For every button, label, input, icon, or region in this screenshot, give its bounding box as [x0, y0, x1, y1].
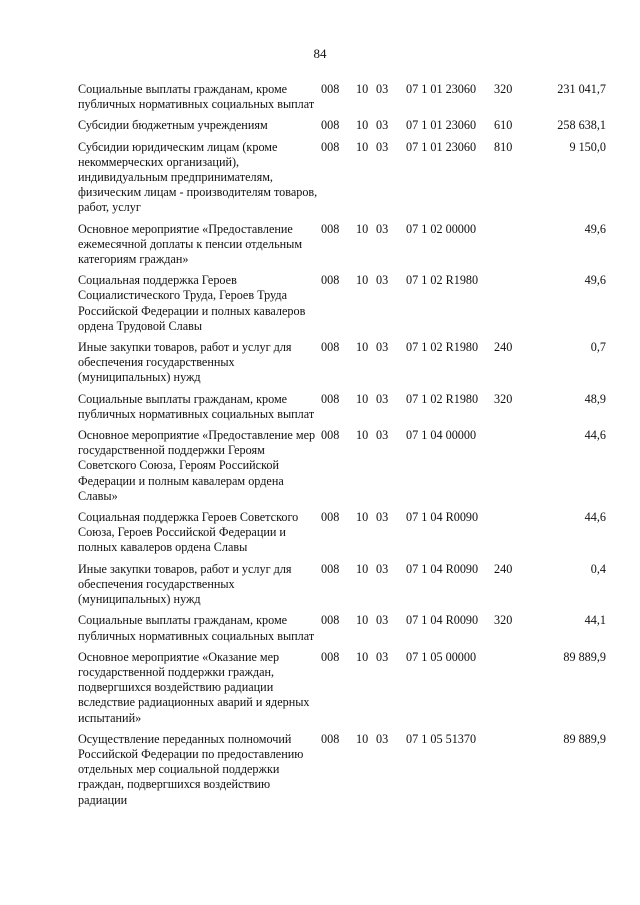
expense-type-cell: 240 — [494, 561, 513, 576]
table-row — [78, 428, 606, 510]
subsection-code-cell: 03 — [376, 221, 389, 236]
expense-type-cell — [494, 510, 539, 562]
expense-name-cell: Основное мероприятие «Оказание мер государственной поддержки граждан, подвергшихся воздействию радиации вследствие радиационных аварий и ядерных испытаний» — [78, 649, 310, 725]
budget-table — [78, 82, 606, 814]
target-article-cell: 07 1 04 R0090 — [406, 613, 479, 628]
section-code-cell: 10 — [356, 391, 369, 406]
grbs-code-cell: 008 — [321, 428, 340, 443]
amount-cell: 258 638,1 — [557, 118, 606, 133]
grbs-code-cell: 008 — [321, 273, 340, 288]
table-row — [78, 140, 606, 222]
budget-table-body — [78, 82, 606, 814]
subsection-code-cell: 03 — [376, 561, 389, 576]
subsection-code-cell: 03 — [376, 731, 389, 746]
section-code-cell: 10 — [356, 428, 369, 443]
table-row — [78, 732, 606, 814]
expense-name-cell: Социальные выплаты гражданам, кроме публичных нормативных социальных выплат — [78, 613, 315, 643]
expense-type-cell: 320 — [494, 613, 513, 628]
expense-name-cell: Социальные выплаты гражданам, кроме публичных нормативных социальных выплат — [78, 82, 315, 112]
amount-cell: 89 889,9 — [563, 649, 606, 664]
target-article-cell: 07 1 04 R0090 — [406, 561, 479, 576]
expense-type-cell: 610 — [494, 118, 513, 133]
table-row — [78, 613, 606, 649]
subsection-code-cell: 03 — [376, 613, 389, 628]
expense-name-cell: Субсидии бюджетным учреждениям — [78, 118, 268, 133]
expense-name-cell: Социальные выплаты гражданам, кроме публичных нормативных социальных выплат — [78, 391, 315, 421]
grbs-code-cell: 008 — [321, 649, 340, 664]
amount-cell: 44,6 — [584, 510, 606, 525]
expense-type-cell: 320 — [494, 391, 513, 406]
grbs-code-cell: 008 — [321, 613, 340, 628]
expense-type-cell: 810 — [494, 139, 513, 154]
expense-name-cell: Иные закупки товаров, работ и услуг для обеспечения государственных (муниципальных) нужд — [78, 561, 292, 607]
section-code-cell: 10 — [356, 273, 369, 288]
target-article-cell: 07 1 01 23060 — [406, 118, 477, 133]
section-code-cell: 10 — [356, 613, 369, 628]
expense-type-cell — [494, 428, 539, 510]
expense-name-cell: Основное мероприятие «Предоставление ежемесячной доплаты к пенсии отдельным категориям граждан» — [78, 221, 303, 267]
amount-cell: 231 041,7 — [557, 82, 606, 96]
section-code-cell: 10 — [356, 139, 369, 154]
expense-type-cell: 240 — [494, 340, 513, 355]
table-row — [78, 392, 606, 428]
table-row — [78, 340, 606, 392]
table-row — [78, 510, 606, 562]
expense-type-cell — [494, 222, 539, 274]
section-code-cell: 10 — [356, 82, 369, 96]
subsection-code-cell: 03 — [376, 510, 389, 525]
section-code-cell: 10 — [356, 649, 369, 664]
amount-cell: 44,6 — [584, 428, 606, 443]
amount-cell: 48,9 — [584, 391, 606, 406]
table-row — [78, 650, 606, 732]
amount-cell: 49,6 — [584, 221, 606, 236]
amount-cell: 89 889,9 — [563, 731, 606, 746]
subsection-code-cell: 03 — [376, 118, 389, 133]
subsection-code-cell: 03 — [376, 428, 389, 443]
target-article-cell: 07 1 01 23060 — [406, 139, 477, 154]
subsection-code-cell: 03 — [376, 273, 389, 288]
table-row — [78, 562, 606, 614]
section-code-cell: 10 — [356, 731, 369, 746]
target-article-cell: 07 1 02 R1980 — [406, 273, 479, 288]
grbs-code-cell: 008 — [321, 510, 340, 525]
expense-name-cell: Социальная поддержка Героев Социалистического Труда, Героев Труда Российской Федерации и полных кавалеров ордена Трудовой Славы — [78, 273, 306, 333]
amount-cell: 0,7 — [590, 340, 606, 355]
grbs-code-cell: 008 — [321, 82, 340, 96]
grbs-code-cell: 008 — [321, 139, 340, 154]
expense-name-cell: Социальная поддержка Героев Советского Союза, Героев Российской Федерации и полных кавалеров ордена Славы — [78, 510, 299, 555]
expense-name-cell: Осуществление переданных полномочий Российской Федерации по предоставлению отдельных мер социальной поддержки граждан, подвергшихся воздействию радиации — [78, 731, 304, 807]
subsection-code-cell: 03 — [376, 649, 389, 664]
grbs-code-cell: 008 — [321, 731, 340, 746]
target-article-cell: 07 1 04 R0090 — [406, 510, 479, 525]
grbs-code-cell: 008 — [321, 340, 340, 355]
grbs-code-cell: 008 — [321, 118, 340, 133]
section-code-cell: 10 — [356, 510, 369, 525]
table-row — [78, 82, 606, 118]
expense-type-cell — [494, 732, 539, 814]
amount-cell: 44,1 — [584, 613, 606, 628]
expense-type-cell — [494, 273, 539, 340]
subsection-code-cell: 03 — [376, 82, 389, 96]
grbs-code-cell: 008 — [321, 561, 340, 576]
page-number: 84 — [313, 46, 327, 61]
section-code-cell: 10 — [356, 221, 369, 236]
expense-type-cell: 320 — [494, 82, 513, 96]
expense-name-cell: Иные закупки товаров, работ и услуг для обеспечения государственных (муниципальных) нужд — [78, 340, 292, 385]
section-code-cell: 10 — [356, 118, 369, 133]
target-article-cell: 07 1 02 R1980 — [406, 391, 479, 406]
target-article-cell: 07 1 01 23060 — [406, 82, 477, 96]
section-code-cell: 10 — [356, 561, 369, 576]
table-row — [78, 118, 606, 139]
target-article-cell: 07 1 02 R1980 — [406, 340, 479, 355]
subsection-code-cell: 03 — [376, 139, 389, 154]
amount-cell: 49,6 — [584, 273, 606, 288]
grbs-code-cell: 008 — [321, 221, 340, 236]
amount-cell: 9 150,0 — [569, 139, 606, 154]
target-article-cell: 07 1 05 51370 — [406, 731, 477, 746]
section-code-cell: 10 — [356, 340, 369, 355]
table-row — [78, 222, 606, 274]
subsection-code-cell: 03 — [376, 391, 389, 406]
target-article-cell: 07 1 04 00000 — [406, 428, 477, 443]
grbs-code-cell: 008 — [321, 391, 340, 406]
target-article-cell: 07 1 02 00000 — [406, 221, 477, 236]
expense-name-cell: Основное мероприятие «Предоставление мер государственной поддержки Героям Советского Союза, Героям Российской Федерации и полным кавалерам ордена Славы» — [78, 428, 316, 503]
expense-name-cell: Субсидии юридическим лицам (кроме некоммерческих организаций), индивидуальным предпринимателям, физическим лицам - производителям товаров, работ, услуг — [78, 139, 318, 215]
subsection-code-cell: 03 — [376, 340, 389, 355]
expense-type-cell — [494, 650, 539, 732]
target-article-cell: 07 1 05 00000 — [406, 649, 477, 664]
amount-cell: 0,4 — [590, 561, 606, 576]
table-row — [78, 273, 606, 340]
